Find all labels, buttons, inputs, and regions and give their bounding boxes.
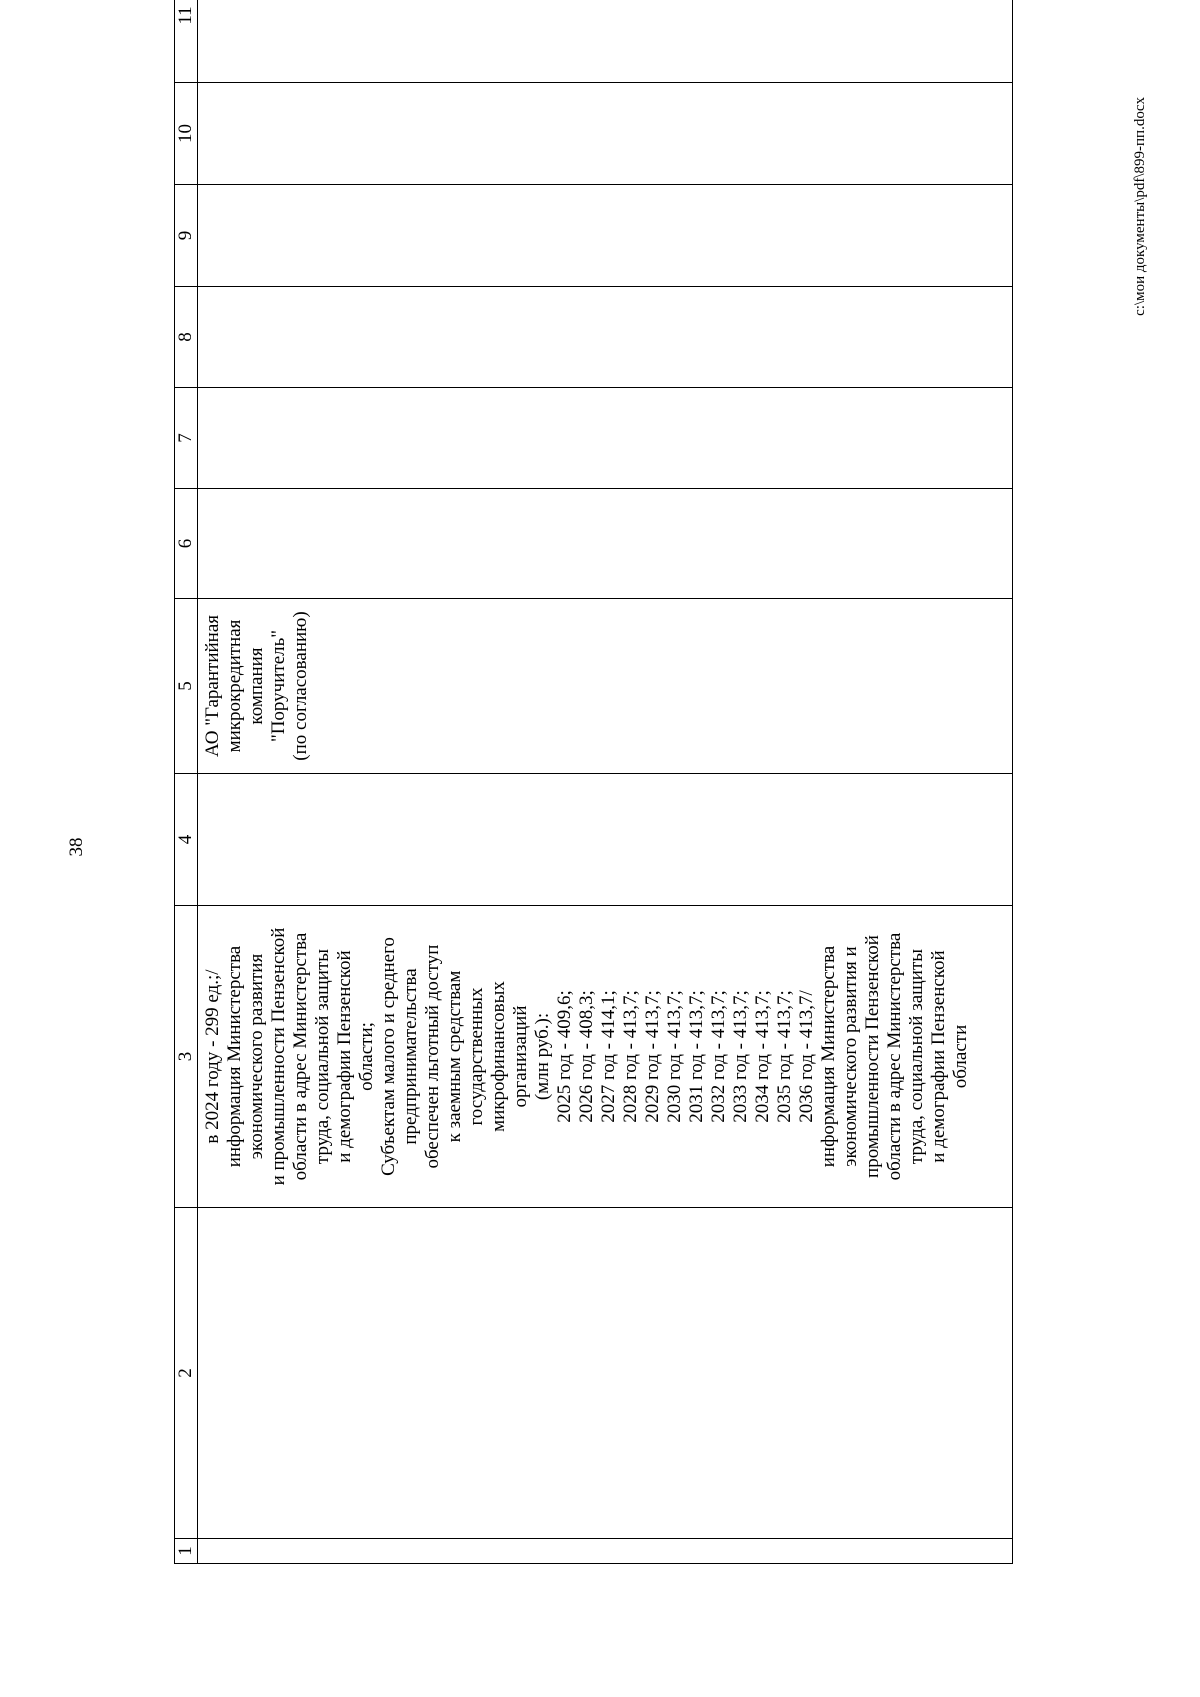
column-header: 10 (175, 83, 198, 185)
column-header: 1 (175, 1539, 198, 1564)
column-header: 4 (175, 774, 198, 906)
program-table (174, 0, 1013, 1564)
table-cell (198, 489, 1013, 599)
column-header: 8 (175, 287, 198, 388)
column-header: 3 (175, 906, 198, 1208)
page-number: 38 (66, 837, 87, 857)
table-cell-results (198, 906, 1013, 1208)
table-cell (198, 1208, 1013, 1539)
table-cell (198, 287, 1013, 388)
file-path-footer: c:\мои документы\pdf\899-пп.docx (1132, 97, 1148, 316)
column-header-row (175, 0, 198, 1564)
table-cell (198, 0, 1013, 83)
table-cell (198, 388, 1013, 489)
table-cell-executor (198, 599, 1013, 774)
column-header: 11 (175, 0, 198, 83)
column-header: 6 (175, 489, 198, 599)
table-cell (198, 774, 1013, 906)
column-header: 5 (175, 599, 198, 774)
column-header: 7 (175, 388, 198, 489)
table-cell (198, 185, 1013, 287)
table-cell (198, 1539, 1013, 1564)
column-header: 9 (175, 185, 198, 287)
executor-text: АО "Гарантийная микрокредитная компания "Поручитель" (по согласованию) (202, 611, 311, 761)
table-row (198, 0, 1013, 1564)
column-header: 2 (175, 1208, 198, 1539)
table-cell (198, 83, 1013, 185)
results-text: в 2024 году - 299 ед.;/ информация Министерства экономического развития и промышленности Пензенской области в адрес Министерства труда, социальной защиты и демографии Пензенской области; Субъектам малого и среднего предпринимательства обеспечен льготный доступ к заемным средствам государственных микрофинансовых организаций (млн руб.): 2025 год - 409,6; 2026 год - 408,3; 2027 год - 414,1; 2028 год - 413,7; 2029 год - 413,7; 2030 год - 413,7; 2031 год - 413,7; 2032 год - 413,7; 2033 год - 413,7; 2034 год - 413,7; 2035 год - 413,7; 2036 год - 413,7/ информация Министерства экономического развития и промышленности Пензенской области в адрес Министерства труда, социальной защиты и демографии Пензенской области (202, 927, 971, 1186)
